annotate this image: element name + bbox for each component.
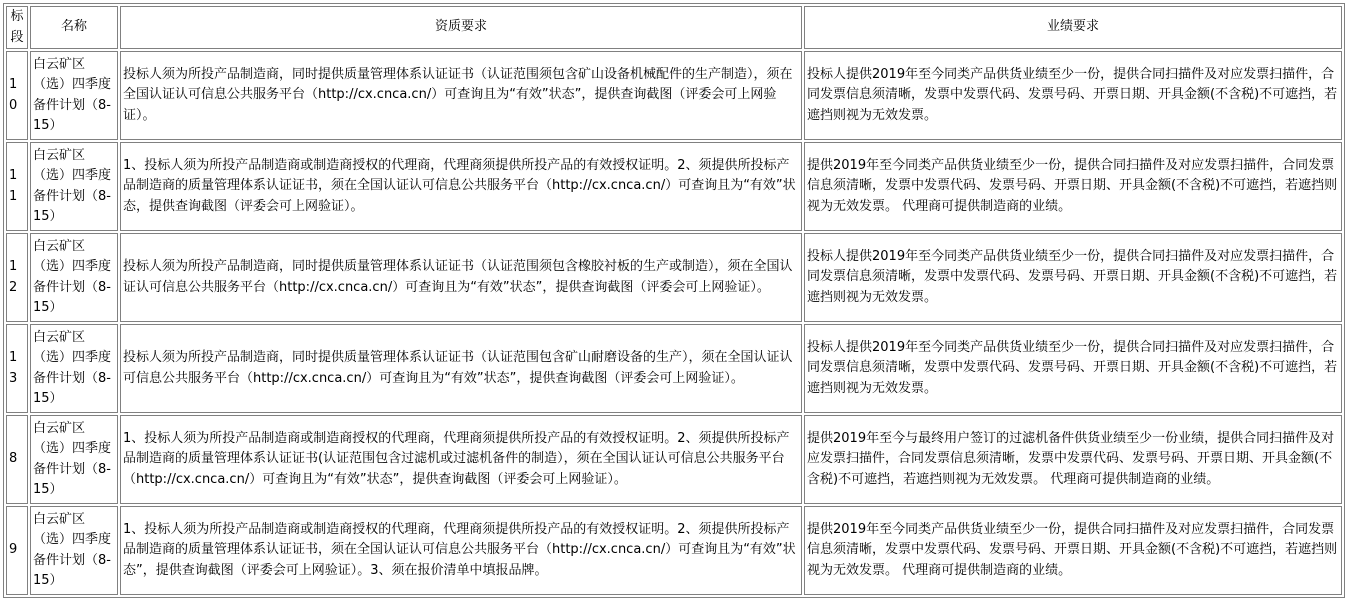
qualification-cell: 投标人须为所投产品制造商，同时提供质量管理体系认证证书（认证范围须包含橡胶衬板的生产或制造），须在全国认证认可信息公共服务平台（http://cx.cnca.cn/）可查询且为“有效”状态”，提供查询截图（评委会可上网验证）。: [120, 233, 802, 322]
segment-cell: 9: [6, 506, 28, 595]
header-performance: 业绩要求: [804, 6, 1342, 49]
table-row: [6, 233, 1342, 322]
name-cell: 白云矿区（选）四季度备件计划（8-15）: [30, 233, 118, 322]
segment-cell: 10: [6, 51, 28, 140]
performance-cell: 提供2019年至今与最终用户签订的过滤机备件供货业绩至少一份业绩，提供合同扫描件及对应发票扫描件，合同发票信息须清晰，发票中发票代码、发票号码、开票日期、开具金额(不含税)不可遮挡，若遮挡则视为无效发票。 代理商可提供制造商的业绩。: [804, 415, 1342, 504]
table-row: [6, 51, 1342, 140]
header-name: 名称: [30, 6, 118, 49]
performance-cell: 投标人提供2019年至今同类产品供货业绩至少一份，提供合同扫描件及对应发票扫描件，合同发票信息须清晰，发票中发票代码、发票号码、开票日期、开具金额(不含税)不可遮挡，若遮挡则视为无效发票。: [804, 51, 1342, 140]
performance-cell: 投标人提供2019年至今同类产品供货业绩至少一份，提供合同扫描件及对应发票扫描件，合同发票信息须清晰，发票中发票代码、发票号码、开票日期、开具金额(不含税)不可遮挡，若遮挡则视为无效发票。: [804, 324, 1342, 413]
table-row: [6, 324, 1342, 413]
table-row: [6, 142, 1342, 231]
segment-cell: 13: [6, 324, 28, 413]
segment-cell: 11: [6, 142, 28, 231]
qualification-cell: 投标人须为所投产品制造商，同时提供质量管理体系认证证书（认证范围须包含矿山设备机械配件的生产制造），须在全国认证认可信息公共服务平台（http://cx.cnca.cn/）可查询且为“有效”状态”，提供查询截图（评委会可上网验证）。: [120, 51, 802, 140]
performance-cell: 投标人提供2019年至今同类产品供货业绩至少一份，提供合同扫描件及对应发票扫描件，合同发票信息须清晰，发票中发票代码、发票号码、开票日期、开具金额(不含税)不可遮挡，若遮挡则视为无效发票。: [804, 233, 1342, 322]
qualification-cell: 1、投标人须为所投产品制造商或制造商授权的代理商，代理商须提供所投产品的有效授权证明。2、须提供所投标产品制造商的质量管理体系认证证书(认证范围包含过滤机或过滤机备件的制造），须在全国认证认可信息公共服务平台（http://cx.cnca.cn/）可查询且为“有效”状态”，提供查询截图（评委会可上网验证）。: [120, 415, 802, 504]
qualification-cell: 投标人须为所投产品制造商，同时提供质量管理体系认证证书（认证范围包含矿山耐磨设备的生产），须在全国认证认可信息公共服务平台（http://cx.cnca.cn/）可查询且为“有效”状态”，提供查询截图（评委会可上网验证）。: [120, 324, 802, 413]
name-cell: 白云矿区（选）四季度备件计划（8-15）: [30, 324, 118, 413]
table-row: [6, 506, 1342, 595]
requirements-table: [3, 3, 1345, 598]
name-cell: 白云矿区（选）四季度备件计划（8-15）: [30, 415, 118, 504]
performance-cell: 提供2019年至今同类产品供货业绩至少一份，提供合同扫描件及对应发票扫描件，合同发票信息须清晰，发票中发票代码、发票号码、开票日期、开具金额(不含税)不可遮挡，若遮挡则视为无效发票。 代理商可提供制造商的业绩。: [804, 506, 1342, 595]
performance-cell: 提供2019年至今同类产品供货业绩至少一份，提供合同扫描件及对应发票扫描件，合同发票信息须清晰，发票中发票代码、发票号码、开票日期、开具金额(不含税)不可遮挡，若遮挡则视为无效发票。 代理商可提供制造商的业绩。: [804, 142, 1342, 231]
qualification-cell: 1、投标人须为所投产品制造商或制造商授权的代理商，代理商须提供所投产品的有效授权证明。2、须提供所投标产品制造商的质量管理体系认证证书，须在全国认证认可信息公共服务平台（http://cx.cnca.cn/）可查询且为“有效”状态”，提供查询截图（评委会可上网验证）。3、须在报价清单中填报品牌。: [120, 506, 802, 595]
header-segment: 标段: [6, 6, 28, 49]
header-qualification: 资质要求: [120, 6, 802, 49]
header-row: [6, 6, 1342, 49]
segment-cell: 8: [6, 415, 28, 504]
name-cell: 白云矿区（选）四季度备件计划（8-15）: [30, 142, 118, 231]
table-row: [6, 415, 1342, 504]
qualification-cell: 1、投标人须为所投产品制造商或制造商授权的代理商，代理商须提供所投产品的有效授权证明。2、须提供所投标产品制造商的质量管理体系认证证书，须在全国认证认可信息公共服务平台（http://cx.cnca.cn/）可查询且为“有效”状态，提供查询截图（评委会可上网验证）。: [120, 142, 802, 231]
name-cell: 白云矿区（选）四季度备件计划（8-15）: [30, 51, 118, 140]
name-cell: 白云矿区（选）四季度备件计划（8-15）: [30, 506, 118, 595]
segment-cell: 12: [6, 233, 28, 322]
